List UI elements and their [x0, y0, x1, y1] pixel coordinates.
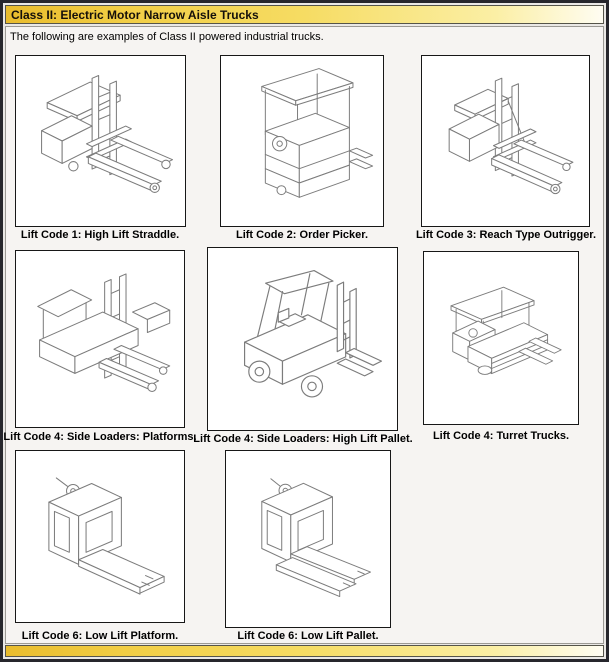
- truck-panel-high-lift-straddle: [15, 55, 186, 227]
- reach-type-outrigger-illustration: [427, 61, 584, 221]
- page-header: [5, 5, 604, 24]
- low-lift-pallet-illustration: [231, 456, 385, 622]
- footer-bar: [5, 645, 604, 657]
- truck-caption: Lift Code 4: Turret Trucks.: [432, 430, 570, 442]
- truck-panel-low-lift-pallet: [225, 450, 391, 628]
- side-loader-platforms-illustration: [21, 256, 179, 422]
- truck-panel-side-loader-platforms: [15, 250, 185, 428]
- turret-truck-illustration: [429, 257, 573, 419]
- truck-caption: Lift Code 6: Low Lift Pallet.: [237, 630, 379, 642]
- low-lift-platform-illustration: [21, 456, 179, 617]
- order-picker-illustration: [226, 61, 378, 221]
- truck-panel-side-loader-high-lift-pallet: [207, 247, 398, 431]
- page-title: Class II: Electric Motor Narrow Aisle Trucks: [11, 7, 259, 22]
- truck-panel-order-picker: [220, 55, 384, 227]
- truck-caption: Lift Code 1: High Lift Straddle.: [20, 229, 180, 241]
- truck-panel-turret-truck: [423, 251, 579, 425]
- truck-caption: Lift Code 2: Order Picker.: [235, 229, 369, 241]
- truck-caption: Lift Code 4: Side Loaders: High Lift Pallet.: [193, 433, 413, 445]
- high-lift-straddle-illustration: [21, 61, 180, 221]
- truck-caption: Lift Code 3: Reach Type Outrigger.: [415, 229, 597, 241]
- truck-panel-reach-type-outrigger: [421, 55, 590, 227]
- side-loader-high-lift-pallet-illustration: [213, 253, 392, 425]
- intro-text: The following are examples of Class II powered industrial trucks.: [10, 31, 324, 43]
- truck-panel-low-lift-platform: [15, 450, 185, 623]
- truck-caption: Lift Code 6: Low Lift Platform.: [21, 630, 179, 642]
- truck-caption: Lift Code 4: Side Loaders: Platforms.: [3, 431, 197, 443]
